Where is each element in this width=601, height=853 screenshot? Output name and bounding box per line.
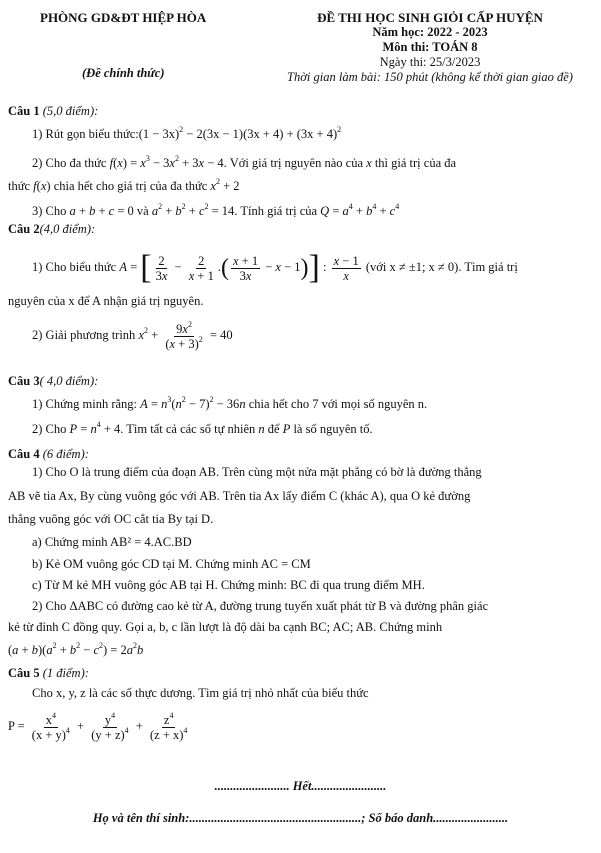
q4-line5: kẻ từ đỉnh C đồng quy. Gọi a, b, c lần lượt là độ dài ba cạnh BC; AC; AB. Chứng minh	[8, 620, 443, 634]
q4-line2: AB vẽ tia Ax, By cùng vuông góc với AB. Trên tia Ax lấy điểm C (khác A), qua O kẻ đường	[8, 489, 471, 503]
q4-line1: 1) Cho O là trung điểm của đoạn AB. Trên cùng một nửa mặt phẳng có bờ là đường thẳng	[32, 465, 482, 479]
official-label: (Đề chính thức)	[82, 66, 165, 80]
q3-part1: 1) Chứng minh rằng: $A = n^3(n^2 - 7)^2 - 36n$ chia hết cho 7 với mọi số nguyên n.	[32, 395, 428, 411]
school-year: Năm học: 2022 - 2023	[372, 25, 488, 39]
q5-line1: Cho x, y, z là các số thực dương. Tìm giá trị nhỏ nhất của biểu thức	[32, 686, 369, 700]
exam-date: Ngày thi: 25/3/2023	[379, 55, 481, 69]
q2-part1-cont: nguyên của x để A nhận giá trị nguyên.	[8, 294, 204, 308]
q4-heading: Câu 4 (6 điểm):	[8, 447, 89, 461]
q2-part2: 2) Giải phương trình $x^2$ + $\frac{9x^2}{(x + 3)^2}$ = 40	[32, 319, 233, 351]
q4-line3: thẳng vuông góc với OC cắt tia By tại D.	[8, 512, 214, 526]
q3-part2: 2) Cho $P = n^4 + 4$. Tìm tất cả các số tự nhiên n để P là số nguyên tố.	[32, 420, 373, 436]
q4-part-c: c) Từ M kẻ MH vuông góc AB tại H. Chứng minh: BC đi qua trung điểm MH.	[32, 578, 425, 592]
q4-part-b: b) Kẻ OM vuông góc CD tại M. Chứng minh AC = CM	[32, 557, 311, 571]
end-marker: ........................ Hết........................	[214, 779, 387, 793]
q5-formula: P = $\frac{x^4}{(x + y)^4}$ + $\frac{y^4}{(y + z)^4}$ + $\frac{z^4}{(z + x)^4}$	[8, 710, 188, 742]
q1-part1: 1) Rút gọn biểu thức:(1 − $3x)^2 - 2(3x - 1)(3x + 4) + (3x + 4)^2$	[32, 125, 342, 141]
q1-part3: 3) Cho a + b + c = 0 và $a^2 + b^2 + c^2 = 14$. Tính giá trị của $Q = a^4 + b^4 + c^4$	[32, 202, 400, 218]
q1-part2-cont: thức f(x) chia hết cho giá trị của đa thức $x^2 + 2$	[8, 177, 240, 193]
q3-heading: Câu 3( 4,0 điểm):	[8, 374, 99, 388]
q4-part-a: a) Chứng minh AB² = 4.AC.BD	[32, 535, 192, 549]
exam-title: ĐỀ THI HỌC SINH GIỎI CẤP HUYỆN	[317, 10, 543, 25]
q2-heading: Câu 2(4,0 điểm):	[8, 222, 96, 236]
office-name: PHÒNG GD&ĐT HIỆP HÒA	[40, 10, 207, 25]
q1-heading: Câu 1 (5,0 điểm):	[8, 104, 99, 118]
q4-line4: 2) Cho ΔABC có đường cao kẻ từ A, đường trung tuyến xuất phát từ B và đường phân giác	[32, 599, 489, 613]
q5-heading: Câu 5 (1 điểm):	[8, 666, 89, 680]
candidate-info: Họ và tên thí sinh:.......................................................; Số báo danh........................	[92, 811, 509, 825]
duration: Thời gian làm bài: 150 phút (không kể thời gian giao đề)	[287, 70, 573, 84]
q2-part1: 1) Cho biểu thức A = [ $\frac{2}{3x}$ − $\frac{2}{x + 1}$ .( $\frac{x + 1}{3x}$ − x − 1)] : $\frac{x - 1}{x}$ (với x ≠ ±1; x ≠ 0). Tìm giá trị	[32, 249, 518, 287]
subject: Môn thi: TOÁN 8	[382, 40, 478, 54]
q1-part2: 2) Cho đa thức $f(x) = x^3 - 3x^2 + 3x - 4$. Với giá trị nguyên nào của x thì giá trị của đa	[32, 154, 457, 170]
exam-header	[270, 10, 590, 85]
q4-formula: $(a + b)(a^2 + b^2 - c^2) = 2a^2b$	[8, 641, 144, 657]
